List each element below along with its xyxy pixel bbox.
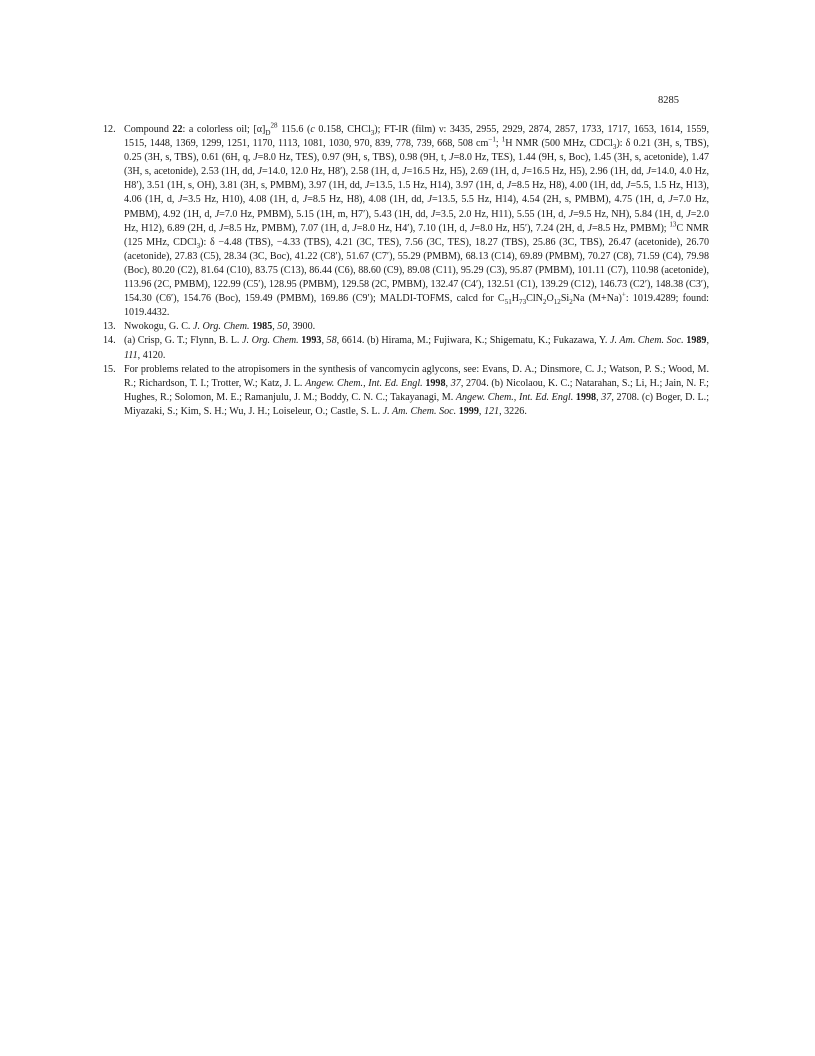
reference-text-segment: J: [646, 166, 651, 178]
reference-text-segment: 2: [542, 298, 547, 307]
reference-text-segment: J: [253, 152, 258, 164]
reference-text-segment: J: [214, 208, 220, 220]
reference-text-segment: ClN: [526, 293, 543, 305]
reference-text-segment: : 1019.4289; found: 1019.4432.: [124, 293, 709, 319]
reference-text-segment: J: [177, 194, 183, 206]
reference-text-segment: =8.5 Hz, H8), 4.00 (1H, dd,: [511, 180, 626, 192]
reference-text-segment: H NMR (500 MHz, CDCl: [505, 138, 613, 150]
reference-text-segment: =7.0 Hz, PMBM), 5.15 (1H, m, H7′), 5.43 (1H, dd,: [219, 208, 431, 220]
reference-text-segment: ,: [272, 321, 278, 333]
reference-number: 14.: [103, 335, 116, 347]
reference-text-segment: =8.0 Hz, H4′), 7.10 (1H, d,: [356, 222, 470, 234]
reference-text-segment: , 3226.: [499, 405, 527, 417]
reference-text-segment: 111: [124, 349, 138, 361]
reference-text-segment: 115.6 (: [277, 124, 311, 135]
reference-text-segment: 3: [196, 241, 201, 250]
reference-text-segment: ,: [478, 405, 484, 417]
reference-text-segment: =9.5 Hz, NH), 5.84 (1H, d,: [573, 208, 687, 220]
reference-text: [124, 364, 709, 417]
reference-text-segment: J: [352, 222, 357, 234]
reference-text-segment: J: [686, 208, 691, 220]
reference-text-segment: =7.0 Hz, PMBM), 4.92 (1H, d,: [124, 194, 709, 220]
reference-text-segment: 3: [612, 143, 617, 152]
reference-text-segment: ;: [495, 138, 502, 150]
reference-text-segment: 1993: [301, 335, 322, 347]
reference-text-segment: ,: [596, 391, 602, 403]
reference-text-segment: 1985: [252, 321, 273, 333]
reference-text-segment: ,: [706, 335, 709, 347]
reference-text-segment: =8.0 Hz, TES), 0.97 (9H, s, TBS), 0.98 (9H, t,: [257, 152, 450, 164]
reference-text-segment: ): δ 0.21 (3H, s, TBS), 0.25 (3H, s, TBS), 0.61 (6H, q,: [124, 138, 709, 164]
reference-text-segment: =8.0 Hz, TES), 1.44 (9H, s, Boc), 1.45 (3H, s, acetonide), 1.47 (3H, s, acetonide), 2.53 (1H, dd,: [124, 152, 710, 178]
reference-text-segment: =16.5 Hz, H5), 2.69 (1H, d,: [406, 166, 522, 178]
reference-text-segment: 1999: [458, 405, 479, 417]
reference-text-segment: =14.0, 4.0 Hz, H8′), 3.51 (1H, s, OH), 3.81 (3H, s, PMBM), 3.97 (1H, dd,: [124, 166, 710, 192]
reference-text-segment: Nwokogu, G. C.: [124, 321, 193, 333]
reference-text-segment: J. Org. Chem.: [192, 321, 250, 333]
reference-text-segment: 73: [519, 298, 527, 307]
reference-text-segment: J: [449, 152, 454, 164]
reference-item: [103, 363, 709, 419]
reference-text-segment: J: [364, 180, 370, 192]
reference-text-segment: 2: [569, 298, 573, 307]
reference-text-segment: J: [427, 194, 432, 206]
reference-text-segment: , 4120.: [137, 349, 166, 361]
reference-text-segment: Angew. Chem., Int. Ed. Engl.: [305, 377, 423, 389]
reference-number: 12.: [103, 124, 116, 135]
reference-text-segment: 22: [172, 124, 183, 135]
reference-text-segment: =8.5 Hz, PMBM), 7.07 (1H, d,: [223, 222, 353, 234]
reference-text-segment: , 3900.: [287, 321, 316, 333]
reference-text-segment: =13.5, 1.5 Hz, H14), 3.97 (1H, d,: [369, 180, 507, 192]
reference-text-segment: 12: [553, 298, 561, 307]
reference-text-segment: 58: [326, 335, 337, 347]
reference-text-segment: J: [218, 222, 224, 234]
reference-item: [103, 123, 709, 320]
reference-text-segment: , 6614. (b) Hirama, M.; Fujiwara, K.; Shigematu, K.; Fukazawa, Y.: [336, 335, 610, 347]
reference-text-segment: +: [621, 290, 626, 299]
reference-text-segment: =14.0, 12.0 Hz, H8′), 2.58 (1H, d,: [262, 166, 403, 178]
reference-text-segment: C NMR (125 MHz, CDCl: [124, 222, 709, 248]
reference-text-segment: ,: [445, 377, 451, 389]
reference-text-segment: J: [469, 222, 475, 234]
reference-text: [124, 321, 315, 332]
reference-text-segment: For problems related to the atropisomers in the synthesis of vancomycin aglycons, see: Evans, D. A.; Dinsmore, C. J.; Watson, P. S.; Wood, M. R.; Richardson, T. I.; Trotter, W.; Katz, J. L.: [124, 363, 709, 389]
reference-list: [103, 123, 709, 419]
reference-text-segment: 1998: [425, 377, 446, 389]
reference-text-segment: Na (M+Na): [572, 293, 622, 305]
reference-text: [124, 121, 710, 319]
reference-text-segment: O: [546, 293, 554, 305]
reference-text-segment: Si: [560, 293, 570, 305]
reference-text-segment: Compound: [124, 124, 173, 135]
reference-text-segment: 51: [504, 298, 512, 307]
reference-text-segment: 3: [370, 129, 375, 138]
reference-number: 15.: [103, 363, 116, 375]
reference-text-segment: J: [302, 194, 308, 206]
reference-text-segment: =3.5 Hz, H10), 4.08 (1H, d,: [182, 194, 303, 206]
reference-text-segment: J. Am. Chem. Soc.: [382, 405, 457, 417]
reference-text-segment: =5.5, 1.5 Hz, H13), 4.06 (1H, d,: [124, 180, 709, 206]
reference-text-segment: 13: [669, 220, 677, 229]
reference-text-segment: =8.5 Hz, PMBM);: [592, 222, 670, 234]
reference-text-segment: J: [506, 180, 512, 192]
reference-text-segment: =3.5, 2.0 Hz, H11), 5.55 (1H, d,: [435, 208, 569, 220]
reference-text-segment: c: [310, 124, 315, 135]
reference-text-segment: =8.5 Hz, H8), 4.08 (1H, dd,: [307, 194, 428, 206]
reference-number: 13.: [103, 321, 116, 333]
reference-text-segment: , 2704. (b) Nicolaou, K. C.; Natarahan, S.; Li, H.; Jain, N. F.; Hughes, R.; Solomon, M. E.; Ramanjulu, J. M.; Boddy, C. N. C.; Takayanagi, M.: [124, 377, 709, 403]
reference-text-segment: H: [511, 293, 520, 305]
reference-text-segment: ,: [321, 335, 327, 347]
reference-text-segment: 0.158, CHCl: [314, 124, 371, 135]
reference-text-segment: ): δ −4.48 (TBS), −4.33 (TBS), 4.21 (3C, TES), 7.56 (3C, TES), 18.27 (TBS), 25.86 (3C, TBS), 26.47 (acetonide), 26.70 (acetonide), 27.83 (C5), 28.34 (3C, Boc), 41.22 (C8′), 51.67 (C7′), 55.29 (PMBM), 68.13 (C14), 69.89 (PMBM), 70.27 (C8), 71.59 (C4), 79.98 (Boc), 80.20 (C2), 81.64 (C10), 83.75 (C13), 86.44 (C6), 88.60 (C9), 89.08 (C11), 95.29 (C3), 95.87 (PMBM), 101.11 (C7), 110.98 (acetonide), 113.96 (2C, PMBM), 122.99 (C5′), 128.95 (PMBM), 129.58 (2C, PMBM), 132.47 (C4′), 132.51 (C1), 139.29 (C12), 146.73 (C2′), 148.38 (C3′), 154.30 (C6′), 154.76 (Boc), 159.49 (PMBM), 169.86 (C9′); MALDI-TOFMS, calcd for C: [124, 236, 709, 305]
reference-text: [124, 335, 709, 360]
reference-text-segment: 37: [601, 391, 612, 403]
reference-text-segment: J: [402, 166, 407, 178]
reference-text-segment: 50: [277, 321, 288, 333]
reference-text-segment: 28: [270, 121, 278, 130]
reference-text-segment: =13.5, 5.5 Hz, H14), 4.54 (2H, s, PMBM), 4.75 (1H, d,: [431, 194, 669, 206]
reference-text-segment: −1: [488, 135, 496, 144]
page-number: 8285: [658, 95, 679, 106]
reference-text-segment: 37: [450, 377, 461, 389]
reference-text-segment: D: [265, 129, 271, 138]
reference-text-segment: J: [625, 180, 631, 192]
reference-text-segment: 1: [501, 135, 506, 144]
reference-text-segment: , 2708. (c) Boger, D. L.; Miyazaki, S.; Kim, S. H.; Wu, J. H.; Loiseleur, O.; Castle, S. L.: [124, 391, 710, 417]
reference-text-segment: J: [521, 166, 527, 178]
reference-text-segment: (a) Crisp, G. T.; Flynn, B. L.: [124, 335, 243, 347]
reference-text-segment: 121: [483, 405, 500, 417]
reference-text-segment: ); FT-IR (film) ν: 3435, 2955, 2929, 2874, 2857, 1733, 1717, 1653, 1614, 1559, 1515, 1448, 1369, 1299, 1251, 1170, 1113, 1081, 1030, 970, 839, 778, 739, 668, 508 cm: [124, 124, 709, 150]
reference-text-segment: =2.0 Hz, H12), 6.89 (2H, d,: [124, 208, 709, 234]
reference-text-segment: : a colorless oil; [α]: [182, 124, 266, 135]
reference-text-segment: J. Org. Chem.: [242, 335, 299, 347]
reference-text-segment: Angew. Chem., Int. Ed. Engl.: [455, 391, 574, 403]
reference-text-segment: J: [587, 222, 592, 234]
reference-text-segment: 1989: [686, 335, 707, 347]
reference-text-segment: J. Am. Chem. Soc.: [609, 335, 684, 347]
reference-item: [103, 334, 709, 362]
reference-text-segment: 1998: [575, 391, 597, 403]
reference-text-segment: J: [668, 194, 673, 206]
reference-text-segment: J: [430, 208, 436, 220]
reference-item: [103, 320, 709, 334]
reference-text-segment: J: [568, 208, 574, 220]
reference-text-segment: =8.0 Hz, H5′), 7.24 (2H, d,: [474, 222, 588, 234]
reference-text-segment: J: [257, 166, 263, 178]
reference-text-segment: =16.5 Hz, H5), 2.96 (1H, dd,: [526, 166, 647, 178]
